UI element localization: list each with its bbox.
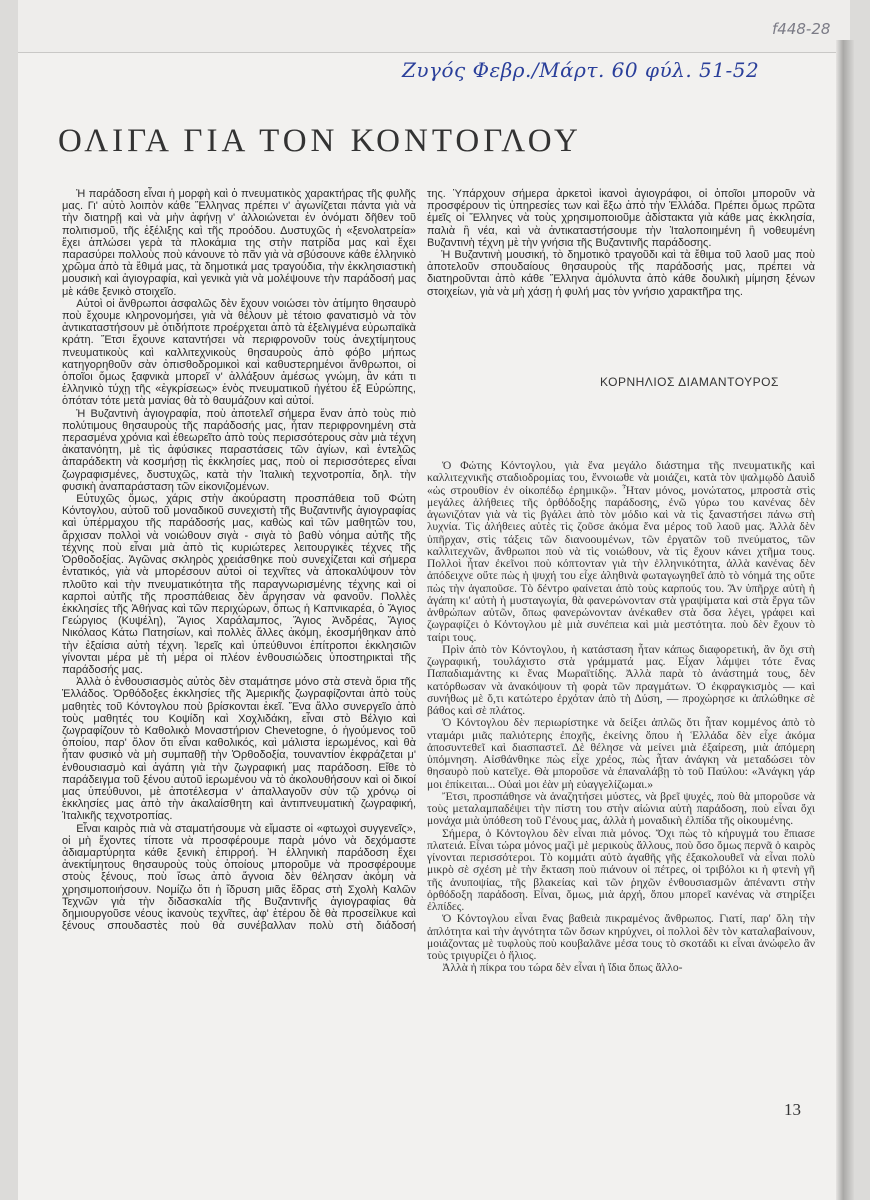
- article-title: ΟΛΙΓΑ ΓΙΑ ΤΟΝ ΚΟΝΤΟΓΛΟΥ: [58, 123, 582, 159]
- page-number: 13: [784, 1100, 801, 1119]
- paragraph: Εἶναι καιρὸς πιὰ νὰ σταματήσουμε νὰ εἴμαστε οἱ «φτωχοὶ συγγενεῖς», οἱ μὴ ἔχοντες τίποτε νὰ προσφέρουμε παρὰ μόνο νὰ δεχόμαστε ἀδιαμαρτύρητα κάθε ξενικὴ ἐπιρροή. Ἡ ἑλληνικὴ παράδοση ἔχει ἀνεκτίμητους θησαυροὺς τοὺς ὁποίους μποροῦμε νὰ προσφέρουμε στοὺς ξένους, ποὺ ἴσως ἀπὸ ἄγνοια δὲν θέλησαν ἀκόμη νὰ χρησιμοποιήσουν. Νομίζω ὅτι ἡ ἵδρυση μιᾶς ἕδρας στὴ Σχολὴ Καλῶν Τεχνῶν γιὰ τὴν διδασκαλία τῆς Βυζαντινῆς ἁγιογραφίας θὰ δημιουργοῦσε νέους ἱκανοὺς τεχνῖτες, ἀφ' ἑτέρου δὲ θὰ προσείλκυε καὶ ξένους σπουδαστὲς ποὺ θὰ συνέβαλλαν πολὺ στὴ διάδοσή: [62, 822, 416, 933]
- page-top-margin: [18, 0, 850, 53]
- paragraph: Ἀλλὰ ἡ πίκρα του τώρα δὲν εἶναι ἡ ἴδια ὅπως ἄλλο-: [442, 961, 683, 975]
- paragraph: Αὐτοὶ οἱ ἄνθρωποι ἀσφαλῶς δὲν ἔχουν νοιώσει τὸν ἀτίμητο θησαυρὸ ποὺ ἔχουμε κληρονομήσει, γιὰ νὰ θέλουν μὲ τέτοιο φανατισμὸ νὰ τὸν ἀντικαταστήσουν μὲ ὁτιδήποτε προέρχεται ἀπὸ τὰ ἐξελιγμένα εὐρωπαϊκὰ κράτη. Ἔτσι ἔχουνε καταντήσει νὰ περιφρονοῦν τοὺς ἀνεχτίμητους πνευματικοὺς καὶ καλλιτεχνικοὺς θησαυροὺς ἀπὸ φόβο μήπως κατηγορηθοῦν σὰν ὀπισθοδρομικοὶ καὶ καθυστερημένοι ἄνθρωποι, οἱ ὁποῖοι ὅμως ξαφνικὰ μπορεῖ ν' ἀλλάξουν ἀμέσως γνώμη, ἂν κάτι τι ἑλληνικὸ τύχῃ τῆς «ἐγκρίσεως» ἑνὸς πνευματικοῦ ἡγέτου ἐξ Εὐρώπης, ὁπόταν τότε μετὰ μανίας θὰ τὸ θαυμάζουν καὶ αὐτοί.: [62, 297, 416, 408]
- left-column: [62, 188, 416, 932]
- paragraph: της. Ὑπάρχουν σήμερα ἀρκετοὶ ἱκανοὶ ἁγιογράφοι, οἱ ὁποῖοι μποροῦν νὰ προσφέρουν τὶς ὑπηρεσίες των καὶ ἔξω ἀπὸ τὴν Ἑλλάδα. Πρέπει ὅμως πρῶτα ἐμεῖς οἱ Ἕλληνες νὰ τοὺς χρησιμοποιοῦμε ἀδίστακτα γιὰ κάθε μας ἐκκλησία, παλιὰ ἢ νέα, καὶ νὰ ἀντικαταστήσουμε τὴν Ἰταλοποιημένη ἢ νοθευμένη Βυζαντινὴ τέχνη μὲ τὴν γνήσια τῆς Βυζαντινῆς παράδοσης.: [427, 188, 815, 249]
- paragraph: Ἡ παράδοση εἶναι ἡ μορφὴ καὶ ὁ πνευματικὸς χαρακτήρας τῆς φυλῆς μας. Γι' αὐτὸ λοιπὸν κάθε Ἕλληνας πρέπει ν' ἀγωνίζεται πάντα γιὰ νὰ τὴν διατηρῇ καὶ νὰ μὴν ἀφήνῃ ν' ἀλλοιώνεται ἐν ὀνόματι δῆθεν τοῦ πολιτισμοῦ, τῆς ἐξέλιξης καὶ τῆς προόδου. Δυστυχῶς ἡ «ξενολατρεία» ἔχει ἁπλώσει γερὰ τὰ πλοκάμια της στὴν πατρίδα μας καὶ ἔχει παρασύρει πολλοὺς ποὺ κάνουνε τὸ πᾶν γιὰ νὰ σβύσουνε κάθε ἑλληνικὸ χρῶμα ἀπὸ τὰ ἔθιμά μας, τὰ δημοτικά μας τραγούδια, τὴν ἐκκλησιαστικὴ μουσικὴ καὶ ἁγιογραφία, καὶ γενικὰ γιὰ νὰ μολέψουνε τὴν παράδοσή μας μὲ κάθε ξενικὸ στοιχεῖο.: [62, 188, 416, 298]
- archive-code: f448-28: [772, 20, 831, 38]
- paragraph: Ὁ Κόντογλου δὲν περιωρίστηκε νὰ δείξει ἁπλῶς ὅτι ἦταν κομμένος ἀπὸ τὸ νταμάρι μιᾶς παλιότερης ἐποχῆς, ἐκείνης ὅπου ἡ Ἑλλάδα δὲν εἶχε ἀκόμα ἀποσυντεθεῖ καὶ διασπαστεῖ. Δὲ θέλησε νὰ μείνει μιὰ ἐξαίρεση, μιὰ ἀπόμερη ὑπόμνηση. Αἰσθάνθηκε πὼς εἶχε χρέος, πὼς ἦταν ἀνάγκη νὰ μεταδώσει τὸν θησαυρὸ ποὺ κατεῖχε. Θὰ μποροῦσε νὰ ἐπαναλάβῃ τὸ τοῦ Παύλου: «Ἀνάγκη γάρ μοι ἐπίκειται... Οὐαὶ μοι ἐὰν μὴ εὐαγγελίζωμαι.»: [427, 716, 815, 791]
- paragraph: Ἡ Βυζαντινὴ μουσική, τὸ δημοτικὸ τραγοῦδι καὶ τὰ ἔθιμα τοῦ λαοῦ μας ποὺ ἀποτελοῦν σπουδαίους θησαυροὺς τῆς παράδοσής μας, πρέπει νὰ διατηροῦνται ἀπὸ κάθε Ἕλληνα ἀμόλυντα ἀπὸ κάθε δουλικὴ μίμηση ξένων στοιχείων, γιὰ νὰ μὴ χάσῃ ἡ φυλή μας τὸν γνήσιο χαρακτῆρα της.: [427, 249, 815, 298]
- paragraph: Πρὶν ἀπὸ τὸν Κόντογλου, ἡ κατάσταση ἦταν κάπως διαφορετική, ἂν ὄχι στὴ ζωγραφική, τουλάχιστο στὰ γράμματά μας. Εἶχαν λάμψει τότε ἕνας Παπαδιαμάντης κι ἕνας Μωραϊτίδης. Ἀλλὰ παρὰ τὸ ἀνάστημά τους, δὲν κατόρθωσαν νὰ ἀνακόψουν τὴ φορὰ τῶν πραγμάτων. Ὁ ἐκφραγκισμὸς — καὶ συνήθως μὲ ὅ,τι κατώτερο ἐρχόταν ἀπὸ τὴ Δύση, — προχώρησε κι ἁπλώθηκε σὲ βάθος καὶ σὲ πλάτος.: [427, 642, 815, 717]
- paragraph: Ἔτσι, προσπάθησε νὰ ἀναζητήσει μύστες, νὰ βρεῖ ψυχές, ποὺ θὰ μποροῦσε νὰ τοὺς μεταλαμπαδέψει τὴν πίστη του στὴν αἰώνια αὐτὴ παράδοση, ποὺ εἶναι ὄχι μονάχα μιὰ ὑπόθεση τοῦ Γένους μας, ἀλλὰ ἡ μοναδικὴ ἐλπίδα τῆς οἰκουμένης.: [427, 789, 815, 828]
- paragraph: Ἡ Βυζαντινὴ ἁγιογραφία, ποὺ ἀποτελεῖ σήμερα ἕναν ἀπὸ τοὺς πιὸ πολύτιμους θησαυροὺς τῆς παράδοσής μας, ἦταν περιφρονημένη στὰ περασμένα χρόνια καὶ ἐθεωρεῖτο ἀπὸ τοὺς περισσότερους σὰν μιὰ τέχνη ἀκατανόητη, μὲ τὶς ἀφύσικες παραστάσεις τῶν ἁγίων, καὶ ἐντελῶς ἀπαράδεκτη νὰ κοσμήσῃ τὶς ἐκκλησίες μας, ποὺ οἱ περισσότερες εἶναι ζωγραφισμένες, δυστυχῶς, κατὰ τὴν Ἰταλικὴ τεχνοτροπία, δηλ. τὴν φυσικὴ ἀναπαράσταση τῶν εἰκονιζομένων.: [62, 407, 416, 493]
- paragraph: Ἀλλὰ ὁ ἐνθουσιασμὸς αὐτὸς δὲν σταμάτησε μόνο στὰ στενὰ ὅρια τῆς Ἑλλάδος. Ὀρθόδοξες ἐκκλησίες τῆς Ἀμερικῆς ζωγραφίζονται ἀπὸ τοὺς μαθητὲς τοῦ Κόντογλου ποὺ βρίσκονται ἐκεῖ. Ἕνα ἄλλο συνεργεῖο ἀπὸ τοὺς μαθητές του Κοψίδη καὶ Χοχλιδάκη, εἶναι στὸ Βέλγιο καὶ ζωγραφίζουν τὸ Καθολικὸ Μοναστήριον Chevetogne, ὁ ἡγούμενος τοῦ ὁποίου, παρ' ὅλον ὅτι εἶναι καθολικός, καὶ μάλιστα ἱερωμένος, καὶ θὰ ἦταν φυσικὸ νὰ μὴ συμπαθῇ τὴν Ὀρθοδοξία, τουναντίον ἐκφράζεται μ' ἐνθουσιασμὸ καὶ ἀγάπη γιὰ τὴν ζωγραφική μας παράδοση. Εἴθε τὸ παράδειγμα τοῦ ξένου αὐτοῦ ἱερωμένου νὰ τὸ ἀκολουθήσουν καὶ οἱ δικοί μας ὑπεύθυνοι, μὲ ἀποτέλεσμα ν' ἀπαλλαγοῦν σὺν τῷ χρόνῳ οἱ ἐκκλησίες μας ἀπὸ τὴν ἀκαλαίσθητη καὶ ἀντιπνευματικὴ ζωγραφική, Ἰταλικῆς τεχνοτροπίας.: [62, 676, 416, 823]
- scan-edge-shadow: [836, 40, 854, 1200]
- paragraph: Σήμερα, ὁ Κόντογλου δὲν εἶναι πιὰ μόνος. Ὄχι πὼς τὸ κήρυγμά του ἔπιασε πλατειά. Εἶναι τώρα μόνος μαζὶ μὲ μερικοὺς ἄλλους, ποὺ ὅσο ὅμως περνᾶ ὁ καιρὸς γίνονται περισσότεροι. Τὸ κομμάτι αὐτὸ ἀγαθῆς γῆς ἐξακολουθεῖ νὰ εἶναι πολὺ μικρὸ σὲ σχέση μὲ τὴν ἔκταση ποὺ πιάνουν οἱ πέτρες, οἱ τριβόλοι κι ἡ φτενὴ γῆ τῆς ἀνυποψίας, τῆς βλακείας καὶ τῶν ῥηχῶν ἐνθουσιασμῶν ἀπέναντι στὴν ὀρθόδοξη παράδοση. Εἶναι, ὅμως, μιὰ ἀρχή, ὅπου μπορεῖ κανένας νὰ στηρίξει ἐλπίδες.: [427, 826, 815, 913]
- handwritten-source-note: Ζυγός Φεβρ./Μάρτ. 60 φύλ. 51-52: [402, 58, 760, 82]
- right-column-article-end: [427, 188, 815, 298]
- paragraph: Εὐτυχῶς ὅμως, χάρις στὴν ἀκούραστη προσπάθεια τοῦ Φώτη Κόντογλου, αὐτοῦ τοῦ μοναδικοῦ συνεχιστὴ τῆς Βυζαντινῆς ἁγιογραφίας καὶ ὑπέρμαχου τῆς παράδοσής μας, καθὼς καὶ τῶν μαθητῶν του, ἄρχισαν πολλοὶ νὰ νοιώθουν σιγὰ - σιγὰ τὸ βαθὺ νόημα αὐτῆς τῆς τέχνης ποὺ εἶναι μιὰ ἀπὸ τὶς κυριώτερες λειτουργικὲς τέχνες τῆς Ὀρθοδοξίας. Ἀγῶνας σκληρὸς χρειάσθηκε ποὺ συνεχίζεται καὶ σήμερα ἐντατικός, γιὰ νὰ μπορέσουν αὐτοὶ οἱ τεχνῖτες νὰ ἀποκαλύψουν τὸν πλοῦτο καὶ τὴν πνευματικότητα τῆς παραγνωρισμένης τέχνης καὶ οἱ καρποὶ αὐτῆς τῆς προσπάθειας δὲν ἄργησαν νὰ φανοῦν. Πολλὲς ἐκκλησίες τῆς Ἀθήνας καὶ τῶν περιχώρων, ὅπως ἡ Καπνικαρέα, ὁ Ἅγιος Γεώργιος (Κυψέλη), Ἅγιος Χαράλαμπος, Ἅγιος Ἀνδρέας, Ἅγιος Νικόλαος Κάτω Πατησίων, καὶ πολλὲς ἄλλες ἀκόμη, ἐκοσμήθηκαν ἀπὸ τὴν ἐξαίσια αὐτὴ τέχνη. Ἱερεῖς καὶ ὑπεύθυνοι ἐπίτροποι ἐκκλησιῶν γίνονται μέρα μὲ τὴ μέρα οἱ πλέον ἐνθουσιώδεις ὑποστηρικταὶ τῆς παράδοσής μας.: [62, 493, 416, 676]
- paragraph: Ὁ Κόντογλου εἶναι ἕνας βαθειὰ πικραμένος ἄνθρωπος. Γιατί, παρ' ὅλη τὴν ἁπλότητα καὶ τὴν ἁγνότητα τῶν ὅσων κηρύχνει, οἱ πολλοὶ δὲν τὸν καταλαβαίνουν, μοιάζοντας μὲ τυφλοὺς ποὺ κουβαλᾶνε μέσα τους τὸ σκοτάδι κι εἶναι ἀνώφελο ἂν τοὺς τριγυρίζει ὁ ἥλιος.: [427, 912, 815, 962]
- author-signature: ΚΟΡΝΗΛΙΟΣ ΔΙΑΜΑΝΤΟΥΡΟΣ: [600, 375, 779, 389]
- paragraph: Ὁ Φώτης Κόντογλου, γιὰ ἕνα μεγάλο διάστημα τῆς πνευματικῆς καὶ καλλιτεχνικῆς σταδιοδρομίας του, ἔννοιωθε νὰ μοιάζει, κατὰ τὸν ψαλμῳδὸ Δαυὶδ «ὡς στρουθίον ἐν οἰκοπέδῳ ἐρημικῷ». Ἦταν μόνος, μονώτατος, μπροστὰ στὶς μεγάλες ἀλήθειες τῆς ὀρθόδοξης παράδοσης, ἐνῶ γύρω του κανένας δὲν ἀγωνιζόταν γιὰ νὰ τὶς βγάλει ἀπὸ τὸν μόδιο καὶ νὰ τὶς ξαναστήσει πάνω στὴ λυχνία. Τὶς ἀλήθειες αὐτὲς τὶς ζοῦσε ἀκόμα ἕνα μέρος τοῦ λαοῦ μας. Ἀλλὰ δὲν ὑπῆρχαν, στὶς τάξεις τῶν διανοουμένων, τῶν ἐργατῶν τοῦ πνεύματος, τῶν καλλιτεχνῶν, ἄνθρωποι ποὺ νὰ τὶς νοιώθουν, νὰ τὶς ἔχουν κάνει χτῆμα τους. Πολλοὶ ἦταν ἐκεῖνοι ποὺ κόπτονταν γιὰ τὴν ἑλληνικότητα, ἀλλὰ κανένας δὲν ἀπόδειχνε οὔτε πὼς ἡ ψυχή του εἶχε ἀληθινὰ φωταγωγηθεῖ ἀπὸ τὸ νόημά της οὔτε πὼς τὴν ἀγαποῦσε. Τὸ δέντρο φαίνεται ἀπὸ τοὺς καρπούς του. Ἂν ὑπῆρχε αὐτὴ ἡ ἀγάπη κι' αὐτὴ ἡ μυσταγωγία, θὰ φανερώνονταν στὰ γραψίματα καὶ στὰ ἔργα τῶν ἀνθρώπων αὐτῶν, ὅπως φανερώνονταν ἀνέκαθεν στὰ ὅσα λέγει, γράφει καὶ ζωγραφίζει ὁ Κόντογλου μὲ μιὰ συνέπεια καὶ μιὰ μεστότητα. ποὺ δὲν ἔχουν τὸ ταίρι τους.: [427, 459, 815, 644]
- second-text-column: [427, 460, 815, 975]
